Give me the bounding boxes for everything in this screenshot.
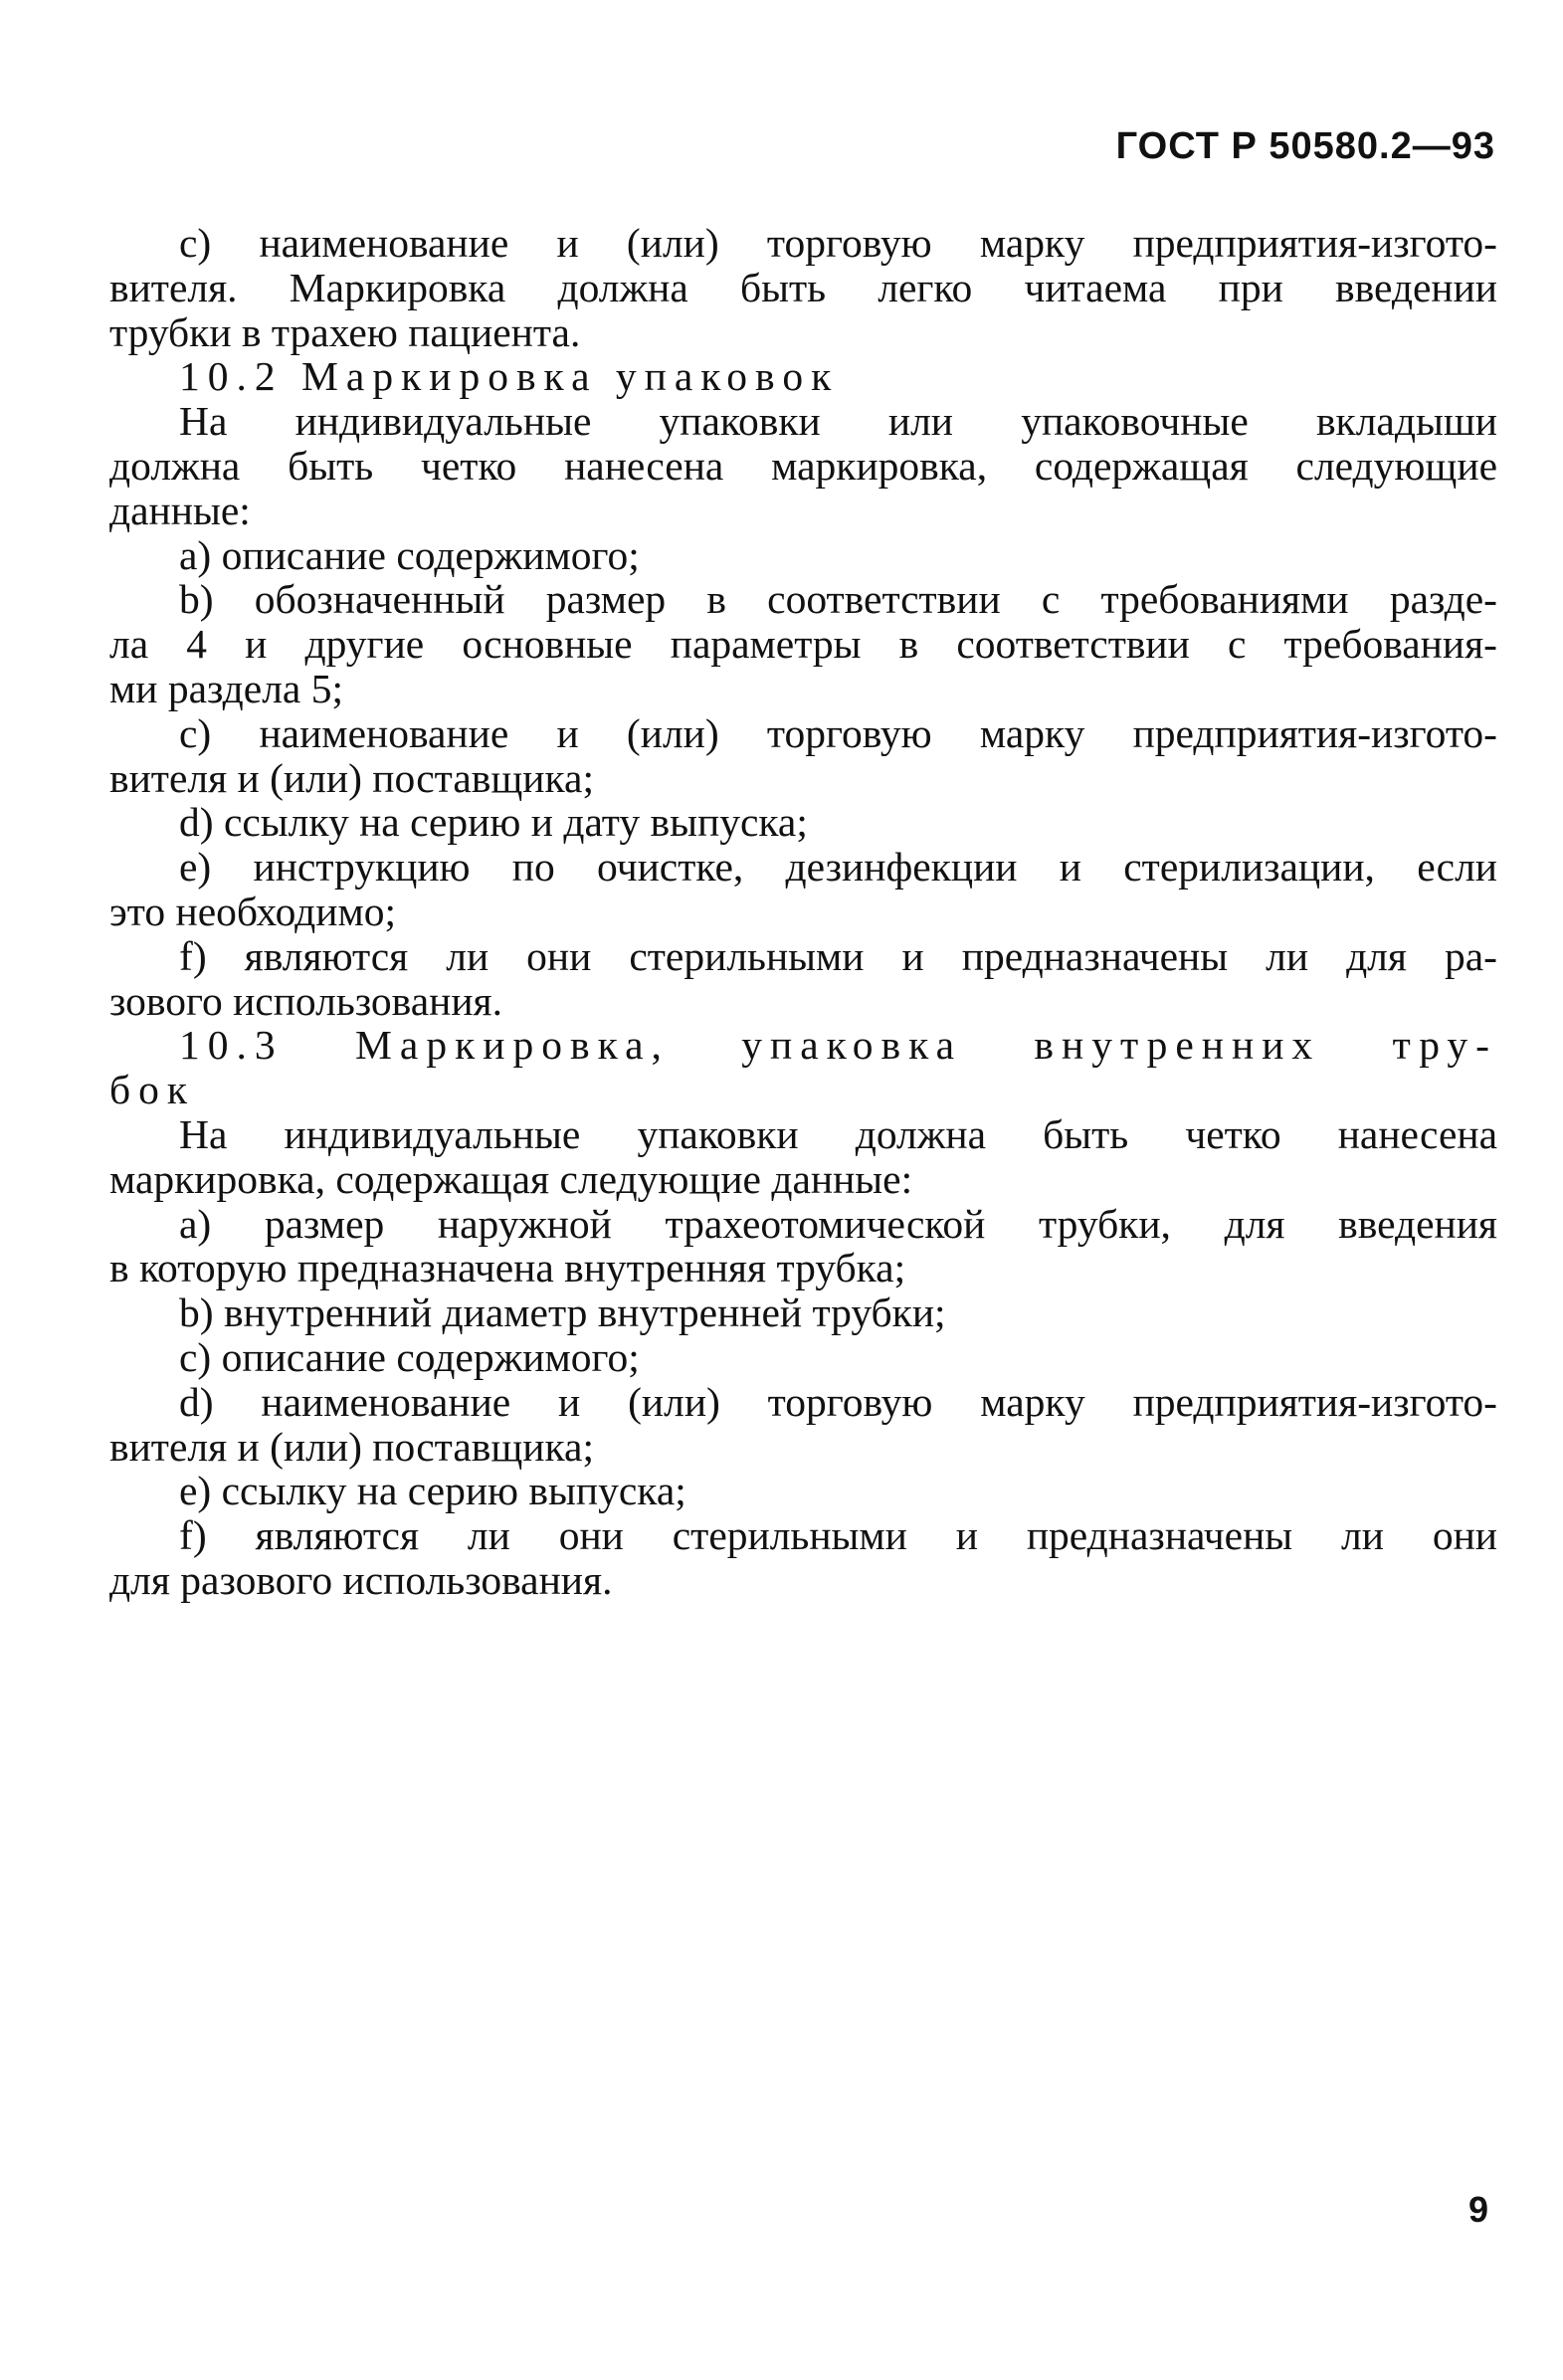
text-line: должна быть четко нанесена маркировка, содержащая следующие bbox=[109, 442, 1497, 489]
section-intro bbox=[109, 399, 1497, 532]
text-line: вителя и (или) поставщика; bbox=[109, 754, 594, 801]
list-item-e bbox=[109, 1469, 1497, 1513]
text-line: данные: bbox=[109, 487, 251, 533]
text-line: f) являются ли они стерильными и предназначены ли для ра- bbox=[179, 932, 1497, 979]
paragraph-c-marking bbox=[109, 221, 1497, 354]
text-line: вителя и (или) поставщика; bbox=[109, 1423, 594, 1470]
section-intro bbox=[109, 1112, 1497, 1202]
section-heading: 10.3 Маркировка, упаковка внутренних тру- bbox=[179, 1022, 1497, 1069]
text-line: трубки в трахею пациента. bbox=[109, 308, 581, 355]
text-line: е) ссылку на серию выпуска; bbox=[179, 1468, 686, 1514]
text-line: это необходимо; bbox=[109, 888, 397, 934]
list-item-f bbox=[109, 934, 1497, 1024]
text-line: b) обозначенный размер в соответствии с требованиями разде- bbox=[179, 576, 1497, 623]
text-line: для разового использования. bbox=[109, 1556, 613, 1603]
text-line: в которую предназначена внутренняя трубка; bbox=[109, 1245, 906, 1291]
text-line: с) наименование и (или) торговую марку предприятия-изгото- bbox=[179, 220, 1497, 266]
section-heading: 10.2 Маркировка упаковок bbox=[179, 353, 840, 400]
text-line: На индивидуальные упаковки должна быть четко нанесена bbox=[179, 1110, 1497, 1157]
section-heading-continuation: бок bbox=[109, 1067, 196, 1113]
list-item-e bbox=[109, 845, 1497, 934]
text-line: е) инструкцию по очистке, дезинфекции и стерилизации, если bbox=[179, 844, 1497, 891]
text-line: f) являются ли они стерильными и предназначены ли они bbox=[179, 1512, 1497, 1559]
text-line: ла 4 и другие основные параметры в соответствии с требования- bbox=[109, 621, 1497, 668]
text-line: ми раздела 5; bbox=[109, 665, 343, 711]
document-header: ГОСТ Р 50580.2—93 bbox=[1115, 125, 1495, 167]
list-item-d bbox=[109, 800, 1497, 845]
list-item-b bbox=[109, 1290, 1497, 1335]
list-item-f bbox=[109, 1513, 1497, 1603]
text-line: с) описание содержимого; bbox=[179, 1333, 640, 1380]
text-line: а) размер наружной трахеотомической трубки, для введения bbox=[179, 1200, 1497, 1247]
page-number: 9 bbox=[1467, 2189, 1488, 2230]
text-line: а) описание содержимого; bbox=[179, 531, 640, 578]
text-line: На индивидуальные упаковки или упаковочные вкладыши bbox=[179, 398, 1497, 445]
list-item-c bbox=[109, 1335, 1497, 1380]
text-line: маркировка, содержащая следующие данные: bbox=[109, 1155, 913, 1202]
section-10-2 bbox=[109, 354, 1497, 1023]
list-item-c bbox=[109, 711, 1497, 801]
list-item-a bbox=[109, 1202, 1497, 1291]
document-body bbox=[109, 221, 1497, 1603]
list-item-b bbox=[109, 577, 1497, 710]
list-item-a bbox=[109, 533, 1497, 578]
text-line: d) ссылку на серию и дату выпуска; bbox=[179, 799, 808, 846]
list-item-d bbox=[109, 1380, 1497, 1470]
text-line: вителя. Маркировка должна быть легко читаема при введении bbox=[109, 264, 1497, 310]
text-line: зового использования. bbox=[109, 977, 502, 1024]
text-line: d) наименование и (или) торговую марку предприятия-изгото- bbox=[179, 1378, 1497, 1425]
text-line: b) внутренний диаметр внутренней трубки; bbox=[179, 1289, 946, 1336]
section-10-3 bbox=[109, 1023, 1497, 1602]
text-line: с) наименование и (или) торговую марку предприятия-изгото- bbox=[179, 709, 1497, 756]
